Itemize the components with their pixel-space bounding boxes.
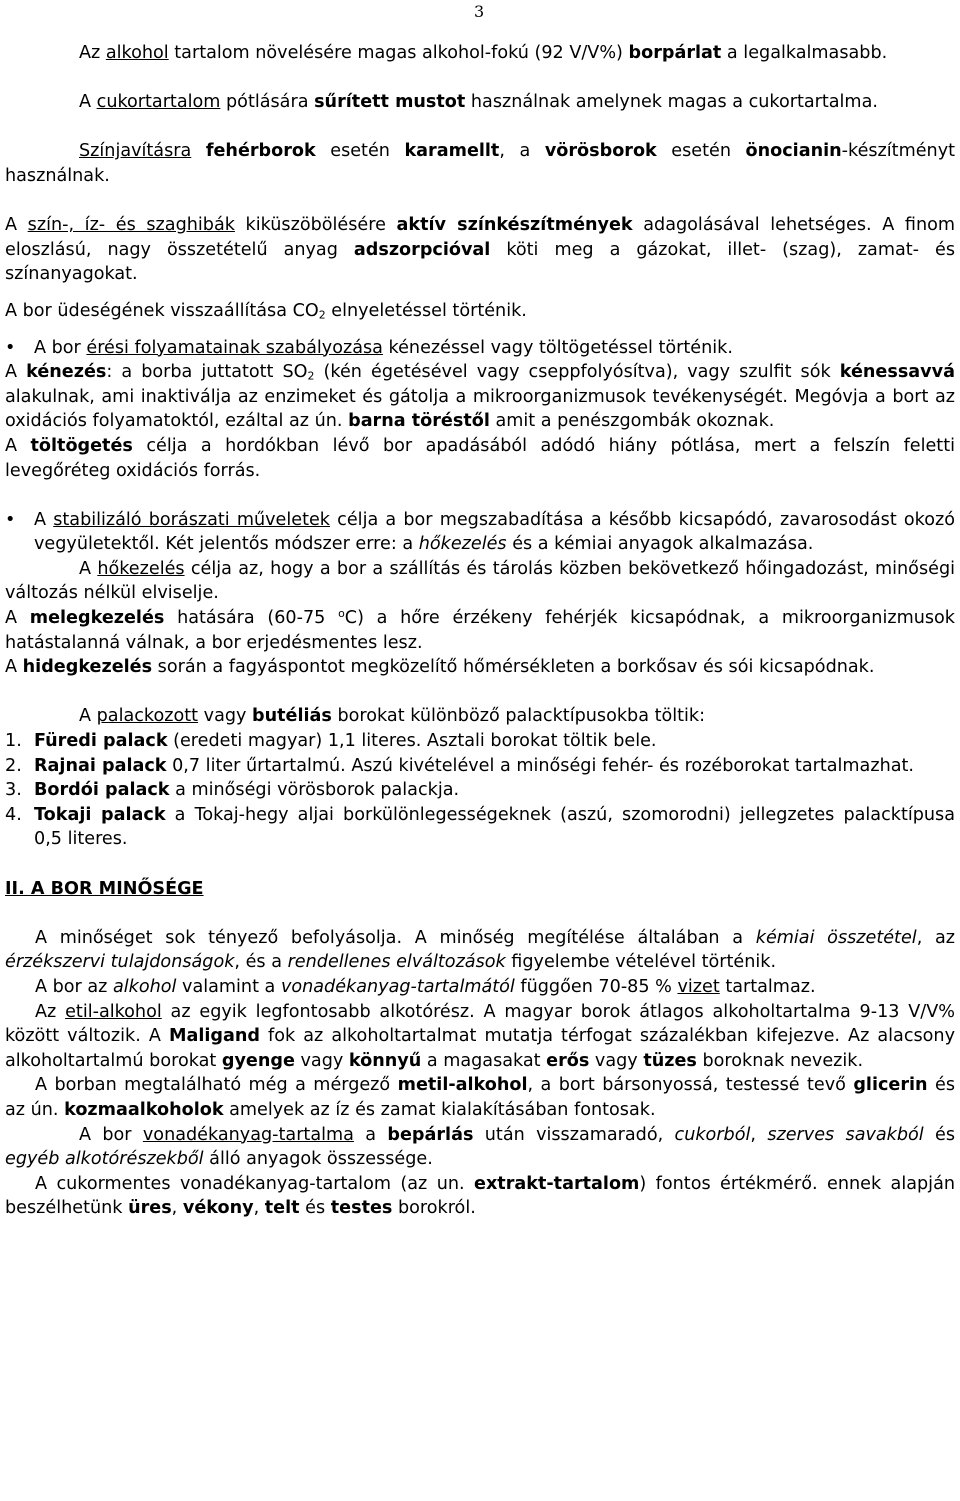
paragraph-bottling: A palackozott vagy butéliás borokat különböző palacktípusokba töltik: (79, 706, 706, 727)
list-item: 4. Tokaji palack a Tokaj-hegy aljai borkülönlegességeknek (aszú, szomorodni) jellegzetes palacktípusa 0,5 literes. (5, 804, 955, 850)
list-item: 2. Rajnai palack 0,7 liter űrtartalmú. Aszú kivételével a minőségi fehér- és rozéborokat tartalmazhat. (5, 755, 914, 776)
paragraph-cold-treatment: A hidegkezelés során a fagyáspontot megközelítő hőmérsékleten a borkősav és sói kicsapódnak. (5, 657, 875, 678)
paragraph-water: A bor az alkohol valamint a vonadékanyag-tartalmától függően 70-85 % vizet tartalmaz. (35, 976, 816, 997)
paragraph-alcohol: Az alkohol tartalom növelésére magas alkohol-fokú (92 V/V%) borpárlat a legalkalmasabb. (79, 43, 888, 63)
bullet-icon: • (5, 509, 16, 530)
paragraph-warm-treatment: A melegkezelés hatására (60-75 $^o$C) a hőre érzékeny fehérjék kicsapódnak, a mikroorganizmusok hatástalanná válnak, a bor erjedésmentes lesz. (5, 607, 955, 653)
paragraph-color: Színjavításra fehérborok esetén karamellt, a vörösborok esetén önocianin-készítményt használnak. (5, 141, 956, 186)
paragraph-sugar: A cukortartalom pótlására sűrített mustot használnak amelynek magas a cukortartalma. (79, 92, 878, 113)
bullet-stabilization: • A stabilizáló borászati műveletek célja a bor megszabadítása a később kicsapódó, zavarosodást okozó vegyületektől. Két jelentős módszer erre: a hőkezelés és a kémiai anyagok alkalmazása. (5, 509, 955, 555)
paragraph-quality: A minőséget sok tényező befolyásolja. A minőség megítélése általában a kémiai összetétel, az érzékszervi tulajdonságok, és a rendellenes elváltozások figyelembe vételével történik. (5, 927, 956, 973)
paragraph-sugar-free-extract: A cukormentes vonadékanyag-tartalom (az un. extrakt-tartalom) fontos értékmérő. ennek alapján beszélhetünk üres, vékony, telt és testes borokról. (5, 1173, 955, 1219)
bullet-ripening: • A bor érési folyamatainak szabályozása kénezéssel vagy töltögetéssel történik. (5, 336, 955, 361)
paragraph-sulfuring: A kénezés: a borba juttatott $SO_2$ (kén égetésével vagy cseppfolyósítva), vagy szulfit sók kénessavvá alakulnak, ami inaktiválja az enzimeket és gátolja a mikroorganizmusok tevékenységét. Megóvja a bort az oxidációs folyamatoktól, ezáltal az ún. barna töréstől amit a penészgombák okoznak. (5, 362, 955, 432)
paragraph-methanol: A borban megtalálható még a mérgező metil-alkohol, a bort bársonyossá, testessé tevő glicerin és az ún. kozmaalkoholok amelyek az íz és zamat kialakításában fontosak. (5, 1075, 955, 1120)
paragraph-topping: A töltögetés célja a hordókban lévő bor apadásából adódó hiány pótlása, mert a felszín feletti levegőréteg oxidációs forrás. (5, 435, 955, 481)
paragraph-freshness: A bor üdeségének visszaállítása $CO_2$ elnyeletéssel történik. (5, 300, 527, 322)
paragraph-extract: A bor vonadékanyag-tartalma a bepárlás után visszamaradó, cukorból, szerves savakból és egyéb alkotórészekből álló anyagok összessége. (5, 1124, 956, 1170)
document-body (5, 41, 955, 1221)
paragraph-ethanol: Az etil-alkohol az egyik legfontosabb alkotórész. A magyar borok átlagos alkoholtartalma 9-13 V/V% között változik. A Maligand fok az alkoholtartalmat mutatja térfogat százalékban kifejezve. Az alacsony alkoholtartalmú borokat gyenge vagy könnyű a magasakat erős vagy tüzes boroknak nevezik. (5, 1001, 955, 1071)
list-item: 3. Bordói palack a minőségi vörösborok palackja. (5, 780, 460, 801)
section-heading: II. A BOR MINŐSÉGE (5, 878, 204, 899)
list-item: 1. Füredi palack (eredeti magyar) 1,1 literes. Asztali borokat töltik bele. (5, 731, 657, 752)
page-number: 3 (474, 2, 485, 21)
bullet-icon: • (5, 337, 16, 358)
paragraph-faults: A szín-, íz- és szaghibák kiküszöbölésére aktív színkészítmények adagolásával lehetséges. A finom eloszlású, nagy összetételű anyag adszorpcióval köti meg a gázokat, illet- (szag), zamat- és színanyagokat. (5, 215, 955, 285)
link-alkohol: alkohol (105, 43, 169, 63)
paragraph-heat-treatment: A hőkezelés célja az, hogy a bor a szállítás és tárolás közben bekövetkező hőingadozást, minőségi változás nélkül elviselje. (5, 558, 955, 604)
